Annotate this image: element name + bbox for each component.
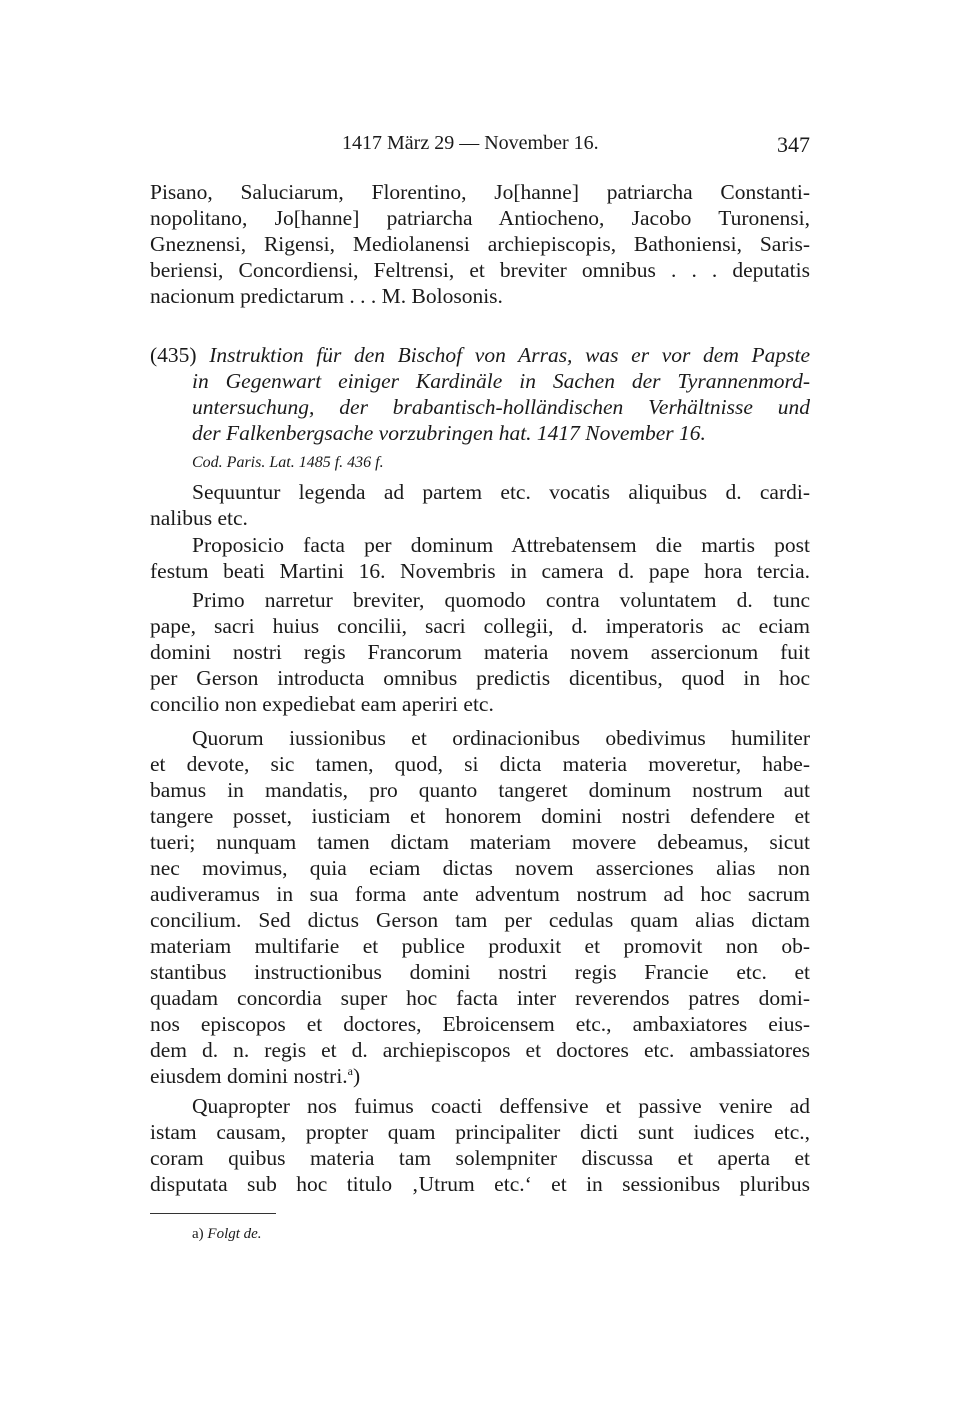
- running-header: [150, 132, 810, 162]
- text-line: concilio non expediebat eam aperiri etc.: [150, 692, 494, 716]
- text-line: coram quibus materia tam solempniter discussa et aperta et: [150, 1146, 810, 1170]
- text-line: nalibus etc.: [150, 506, 248, 530]
- text-line: nec movimus, quia eciam dictas novem asserciones alias non: [150, 856, 810, 880]
- running-title: 1417 März 29 — November 16.: [342, 132, 599, 154]
- text-line: tangere posset, iusticiam et honorem domini nostri defendere et: [150, 804, 810, 828]
- heading-line: in Gegenwart einiger Kardinäle in Sachen der Tyrannenmord-: [192, 369, 810, 393]
- text-line: Sequuntur legenda ad partem etc. vocatis aliquibus d. cardi-: [192, 480, 810, 504]
- text-line: dem d. n. regis et d. archiepiscopos et doctores etc. ambassiatores: [150, 1038, 810, 1062]
- text-line: istam causam, propter quam principaliter dicti sunt iudices etc.,: [150, 1120, 810, 1144]
- text-line: materiam multifarie et publice produxit et promovit non ob-: [150, 934, 810, 958]
- text-line: nopolitano, Jo[hanne] patriarcha Antiocheno, Jacobo Turonensi,: [150, 206, 810, 230]
- text-line: Pisano, Saluciarum, Florentino, Jo[hanne] patriarcha Constanti-: [150, 180, 810, 204]
- text-segment: eiusdem domini nostri.: [150, 1064, 348, 1088]
- text-line: concilium. Sed dictus Gerson tam per cedulas quam alias dictam: [150, 908, 810, 932]
- text-segment: ): [353, 1064, 361, 1088]
- text-line: Proposicio facta per dominum Attrebatensem die martis post: [192, 533, 810, 557]
- text-line: nacionum predictarum . . . M. Bolosonis.: [150, 284, 503, 308]
- text-line: Quapropter nos fuimus coacti deffensive et passive venire ad: [192, 1094, 810, 1118]
- text-line: Gneznensi, Rigensi, Mediolanensi archiepiscopis, Bathoniensi, Saris-: [150, 232, 810, 256]
- text-line: Quorum iussionibus et ordinacionibus obedivimus humiliter: [192, 726, 810, 750]
- text-line: et devote, sic tamen, quod, si dicta materia moveretur, habe-: [150, 752, 810, 776]
- text-line: stantibus instructionibus domini nostri regis Francie etc. et: [150, 960, 810, 984]
- text-line: [150, 1063, 810, 1088]
- text-line: quadam concordia super hoc facta inter reverendos patres domi-: [150, 986, 810, 1010]
- text-line: pape, sacri huius concilii, sacri collegii, d. imperatoris ac eciam: [150, 614, 810, 638]
- source-citation: Cod. Paris. Lat. 1485 f. 436 f.: [192, 454, 384, 471]
- document-number: (435): [150, 343, 197, 367]
- text-line: Primo narretur breviter, quomodo contra voluntatem d. tunc: [192, 588, 810, 612]
- heading-line: [150, 345, 810, 367]
- text-line: festum beati Martini 16. Novembris in camera d. pape hora tercia.: [150, 559, 810, 583]
- footnote-marker: a: [347, 1063, 353, 1078]
- page-number: 347: [777, 132, 810, 157]
- footnote: [192, 1226, 262, 1243]
- text-line: domini nostri regis Francorum materia novem assercionum fuit: [150, 640, 810, 664]
- footnote-separator: [150, 1213, 276, 1214]
- text-line: bamus in mandatis, pro quanto tangeret dominum nostrum aut: [150, 778, 810, 802]
- text-line: nos episcopos et doctores, Ebroicensem etc., ambaxiatores eius-: [150, 1012, 810, 1036]
- heading-title: Instruktion für den Bischof von Arras, was er vor dem Papste: [209, 343, 811, 367]
- heading-line: untersuchung, der brabantisch-holländischen Verhältnisse und: [192, 395, 810, 419]
- text-line: tueri; nunquam tamen dictam materiam movere debeamus, sicut: [150, 830, 810, 854]
- footnote-mark: a): [192, 1226, 204, 1242]
- text-line: beriensi, Concordiensi, Feltrensi, et breviter omnibus . . . deputatis: [150, 258, 810, 282]
- text-line: disputata sub hoc titulo ‚Utrum etc.‘ et in sessionibus pluribus: [150, 1172, 810, 1196]
- text-line: per Gerson introducta omnibus predictis dicentibus, quod in hoc: [150, 666, 810, 690]
- footnote-text: Folgt de.: [207, 1226, 262, 1242]
- heading-line: der Falkenbergsache vorzubringen hat. 1417 November 16.: [192, 421, 706, 445]
- text-line: audiveramus in sua forma ante adventum nostrum ad hoc sacrum: [150, 882, 810, 906]
